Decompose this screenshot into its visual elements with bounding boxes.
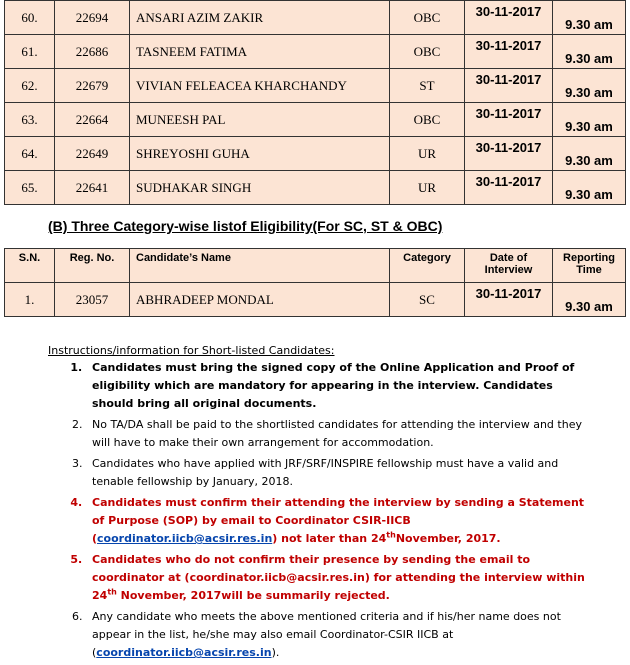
cell-candidate-name: SHREYOSHI GUHA bbox=[130, 137, 390, 171]
cell-date: 30-11-2017 bbox=[465, 35, 553, 69]
cell-candidate-name: VIVIAN FELEACEA KHARCHANDY bbox=[130, 69, 390, 103]
cell-sn: 61. bbox=[5, 35, 55, 69]
cell-date: 30-11-2017 bbox=[465, 137, 553, 171]
table-row bbox=[5, 35, 626, 69]
cell-date: 30-11-2017 bbox=[465, 283, 553, 317]
instruction-item-4 bbox=[86, 494, 588, 548]
table-row bbox=[5, 1, 626, 35]
table-row bbox=[5, 171, 626, 205]
category-wise-eligibility-table bbox=[4, 248, 626, 317]
cell-reg-no: 22649 bbox=[55, 137, 130, 171]
instruction-4-text-a: Candidates must confirm their attending the interview by sending a Statement of Purpose (SOP) by email to Coordinator CSIR-IICB ( bbox=[92, 496, 585, 545]
section-b-title: (B) Three Category-wise listof Eligibility(For SC, ST & OBC) bbox=[48, 218, 443, 234]
cell-date: 30-11-2017 bbox=[465, 69, 553, 103]
cell-category: UR bbox=[390, 171, 465, 205]
cell-reg-no: 22694 bbox=[55, 1, 130, 35]
cell-reg-no: 22664 bbox=[55, 103, 130, 137]
cell-sn: 60. bbox=[5, 1, 55, 35]
coordinator-email-link[interactable]: coordinator.iicb@acsir.res.in bbox=[96, 646, 272, 659]
header-reporting-time: Reporting Time bbox=[553, 249, 626, 283]
cell-sn: 63. bbox=[5, 103, 55, 137]
instruction-5-text-a: Candidates who do not confirm their presence by sending the email to coordinator at (coordinator.iicb@acsir.res.in) for attending the interview within 24 bbox=[92, 553, 585, 602]
cell-sn: 1. bbox=[5, 283, 55, 317]
instruction-5-superscript: th bbox=[107, 587, 117, 597]
cell-reg-no: 22679 bbox=[55, 69, 130, 103]
coordinator-email-link[interactable]: coordinator.iicb@acsir.res.in bbox=[97, 532, 273, 545]
cell-sn: 62. bbox=[5, 69, 55, 103]
cell-sn: 64. bbox=[5, 137, 55, 171]
cell-reporting-time: 9.30 am bbox=[553, 35, 626, 69]
cell-candidate-name: ABHRADEEP MONDAL bbox=[130, 283, 390, 317]
instruction-4-superscript: th bbox=[386, 530, 396, 540]
table-row bbox=[5, 69, 626, 103]
cell-reporting-time: 9.30 am bbox=[553, 103, 626, 137]
instruction-item-2: 2. No TA/DA shall be paid to the shortlisted candidates for attending the interview and they will have to make their own arrangement for accommodation. bbox=[86, 416, 588, 452]
cell-date: 30-11-2017 bbox=[465, 171, 553, 205]
instruction-4-text-b: ) not later than 24 bbox=[272, 532, 387, 545]
instruction-6-text-a: Any candidate who meets the above mentioned criteria and if his/her name does not appear in the list, he/she may also email Coordinator-CSIR IICB at ( bbox=[92, 610, 561, 659]
cell-candidate-name: ANSARI AZIM ZAKIR bbox=[130, 1, 390, 35]
header-sn: S.N. bbox=[5, 249, 55, 283]
instruction-item-5 bbox=[86, 551, 588, 605]
cell-reporting-time: 9.30 am bbox=[553, 137, 626, 171]
cell-reg-no: 22641 bbox=[55, 171, 130, 205]
cell-reporting-time: 9.30 am bbox=[553, 283, 626, 317]
cell-candidate-name: MUNEESH PAL bbox=[130, 103, 390, 137]
cell-date: 30-11-2017 bbox=[465, 1, 553, 35]
cell-category: UR bbox=[390, 137, 465, 171]
cell-candidate-name: SUDHAKAR SINGH bbox=[130, 171, 390, 205]
instruction-5-text-b: November, 2017will be summarily rejected. bbox=[116, 589, 390, 602]
cell-reg-no: 22686 bbox=[55, 35, 130, 69]
header-category: Category bbox=[390, 249, 465, 283]
table-row bbox=[5, 103, 626, 137]
cell-category: OBC bbox=[390, 1, 465, 35]
header-date-of-interview: Date of Interview bbox=[465, 249, 553, 283]
cell-category: ST bbox=[390, 69, 465, 103]
cell-category: SC bbox=[390, 283, 465, 317]
instructions-title: Instructions/information for Short-listed Candidates: bbox=[48, 344, 335, 357]
cell-sn: 65. bbox=[5, 171, 55, 205]
cell-reporting-time: 9.30 am bbox=[553, 171, 626, 205]
cell-category: OBC bbox=[390, 35, 465, 69]
table-header-row bbox=[5, 249, 626, 283]
candidates-table-continued bbox=[4, 0, 626, 205]
cell-date: 30-11-2017 bbox=[465, 103, 553, 137]
table-row bbox=[5, 137, 626, 171]
table-row bbox=[5, 283, 626, 317]
header-candidate-name: Candidate’s Name bbox=[130, 249, 390, 283]
instruction-item-6 bbox=[86, 608, 588, 662]
instruction-item-3: 3. Candidates who have applied with JRF/SRF/INSPIRE fellowship must have a valid and tenable fellowship by January, 2018. bbox=[86, 455, 588, 491]
instructions-section bbox=[48, 344, 588, 665]
cell-reporting-time: 9.30 am bbox=[553, 1, 626, 35]
cell-candidate-name: TASNEEM FATIMA bbox=[130, 35, 390, 69]
cell-category: OBC bbox=[390, 103, 465, 137]
instructions-list bbox=[48, 359, 588, 662]
instruction-6-text-b: ). bbox=[271, 646, 280, 659]
header-reg-no: Reg. No. bbox=[55, 249, 130, 283]
cell-reg-no: 23057 bbox=[55, 283, 130, 317]
instruction-item-1: 1. Candidates must bring the signed copy of the Online Application and Proof of eligibility which are mandatory for appearing in the interview. Candidates should bring all original documents. bbox=[86, 359, 588, 413]
cell-reporting-time: 9.30 am bbox=[553, 69, 626, 103]
instruction-4-text-c: November, 2017. bbox=[395, 532, 501, 545]
